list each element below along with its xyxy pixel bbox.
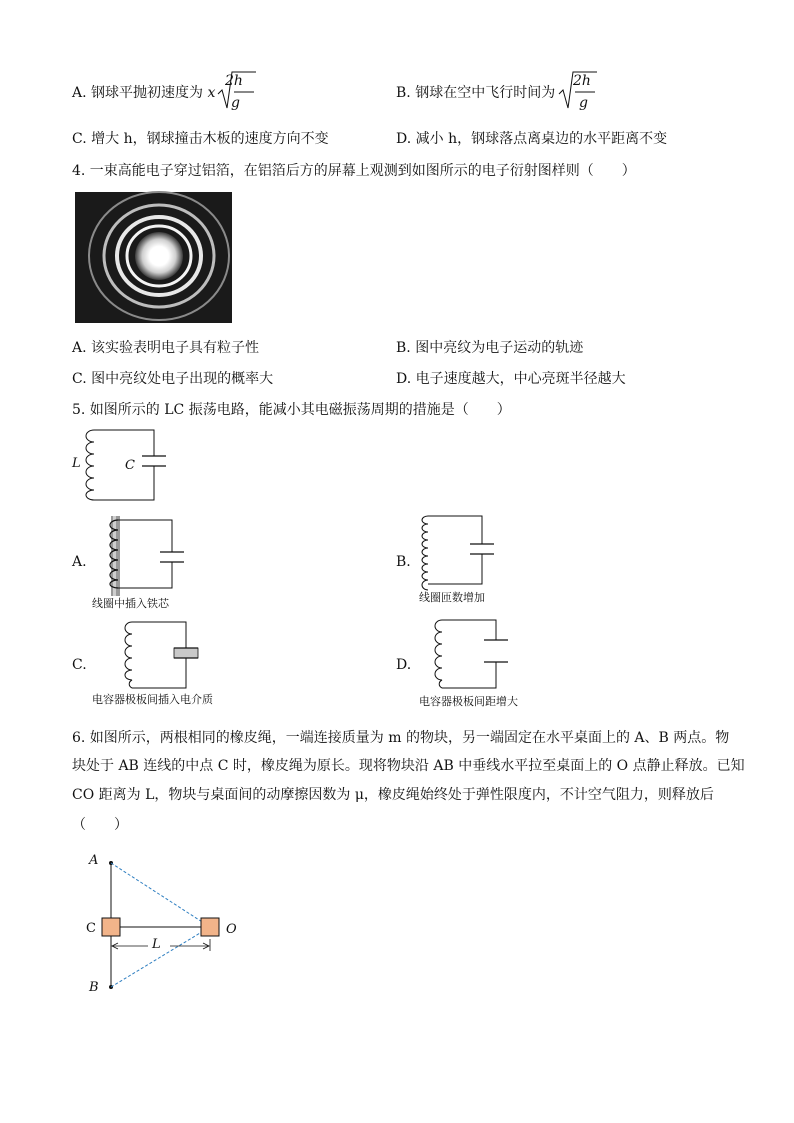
- q6-label-c: C: [86, 921, 96, 936]
- q4-option-b: B. 图中亮纹为电子运动的轨迹: [396, 340, 584, 356]
- q3-option-a-text: A. 钢球平抛初速度为: [72, 85, 204, 101]
- q6-label-a: A: [89, 853, 99, 868]
- q4-option-c: C. 图中亮纹处电子出现的概率大: [72, 371, 274, 387]
- q3-option-a-numerator: 2h: [225, 73, 243, 89]
- q3-option-c: C. 增大 h，钢球撞击木板的速度方向不变: [72, 131, 329, 147]
- q4-diffraction-image: [75, 192, 232, 323]
- q5-option-a-circuit: [100, 516, 190, 596]
- q6-stem-line-4: （ ）: [72, 817, 128, 833]
- q5-option-a-label: A.: [72, 554, 87, 570]
- q4-stem: 4. 一束高能电子穿过铝箔，在铝箔后方的屏幕上观测到如图所示的电子衍射图样则（ ）: [72, 163, 636, 179]
- q5-option-c-caption: 电容器极板间插入电介质: [92, 693, 213, 706]
- q3-option-b: B. 钢球在空中飞行时间为: [396, 85, 556, 101]
- q6-stem-line-3: CO 距离为 L，物块与桌面间的动摩擦因数为 μ，橡皮绳始终处于弹性限度内，不计空气阻力，则释放后: [72, 787, 714, 803]
- q3-option-a-x: x: [207, 85, 216, 101]
- q3-option-b-denominator: g: [579, 95, 588, 111]
- q6-label-l: L: [152, 937, 161, 952]
- q5-option-d-caption: 电容器极板间距增大: [419, 695, 518, 708]
- q5-option-b-label: B.: [396, 554, 411, 570]
- q6-diagram: [100, 855, 230, 995]
- q3-option-b-numerator: 2h: [573, 73, 591, 89]
- q5-main-label-c: C: [125, 458, 135, 473]
- q5-option-b-circuit: [420, 514, 500, 586]
- q5-stem: 5. 如图所示的 LC 振荡电路，能减小其电磁振荡周期的措施是（ ）: [72, 402, 511, 418]
- q3-option-a-denominator: g: [231, 95, 240, 111]
- q6-label-b: B: [89, 980, 99, 995]
- q5-option-c-label: C.: [72, 657, 87, 673]
- q4-option-a: A. 该实验表明电子具有粒子性: [72, 340, 260, 356]
- q5-option-a-caption: 线圈中插入铁芯: [92, 597, 169, 610]
- q5-option-c-circuit: [124, 620, 204, 692]
- q5-option-d-circuit: [434, 618, 514, 692]
- q5-option-d-label: D.: [396, 657, 412, 673]
- q3-option-d: D. 减小 h，钢球落点离桌边的水平距离不变: [396, 131, 668, 147]
- q5-option-b-caption: 线圈匝数增加: [419, 591, 485, 604]
- q3-option-a: [72, 84, 215, 102]
- q6-label-o: O: [226, 922, 237, 937]
- q6-stem-line-2: 块处于 AB 连线的中点 C 时，橡皮绳为原长。现将物块沿 AB 中垂线水平拉至桌面上的 O 点静止释放。已知: [72, 758, 745, 774]
- q5-main-circuit: [84, 428, 168, 504]
- q6-stem-line-1: 6. 如图所示，两根相同的橡皮绳，一端连接质量为 m 的物块，另一端固定在水平桌面上的 A、B 两点。物: [72, 730, 730, 746]
- q5-main-label-l: L: [72, 456, 81, 471]
- q4-option-d: D. 电子速度越大，中心亮斑半径越大: [396, 371, 626, 387]
